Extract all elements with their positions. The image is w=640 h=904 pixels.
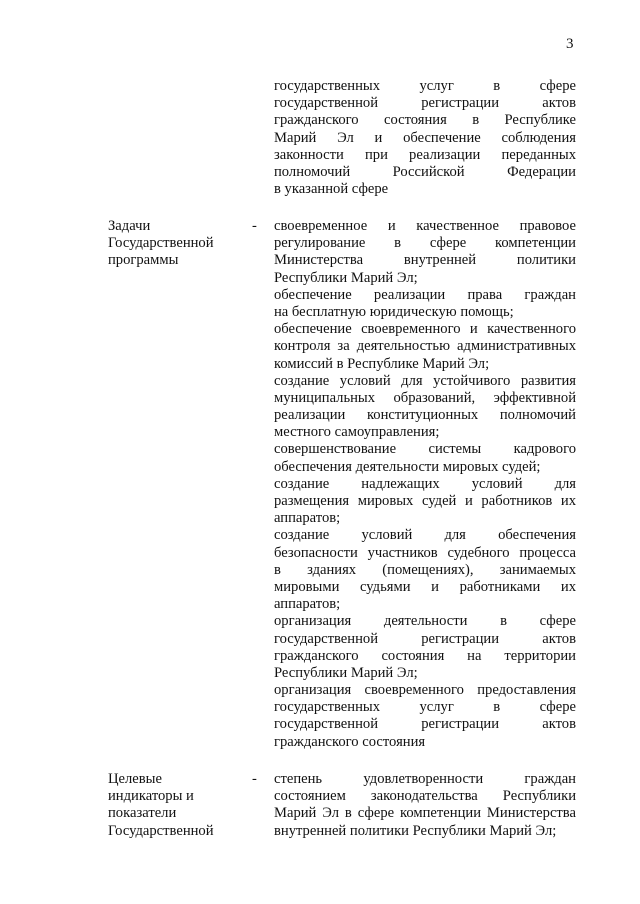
label-line: Задачи bbox=[108, 218, 151, 234]
text-line: Марий Эл в сфере компетенции Министерства bbox=[274, 805, 576, 822]
text-line: на бесплатную юридическую помощь; bbox=[274, 303, 514, 320]
text-line: гражданского состояния bbox=[274, 733, 426, 750]
text-line: гражданского состояния в Республике bbox=[274, 112, 576, 129]
text-line: обеспечения деятельности мировых судей; bbox=[274, 458, 541, 475]
text-line: Республики Марий Эл; bbox=[274, 664, 418, 681]
text-line: обеспечение реализации права граждан bbox=[274, 286, 576, 303]
text-line: в зданиях (помещениях), занимаемых bbox=[274, 561, 576, 578]
text-line: полномочий Российской Федерации bbox=[274, 163, 576, 180]
label-line: Целевые bbox=[108, 771, 162, 787]
page-number: 3 bbox=[566, 36, 574, 52]
text-line: создание условий для обеспечения bbox=[274, 527, 576, 544]
tasks-dash: - bbox=[252, 218, 257, 234]
text-line: совершенствование системы кадрового bbox=[274, 441, 576, 458]
text-line: государственных услуг в сфере bbox=[274, 78, 576, 94]
text-line: размещения мировых судей и работников их bbox=[274, 493, 576, 509]
text-line: Марий Эл и обеспечение соблюдения bbox=[274, 129, 576, 146]
text-line: Министерства внутренней политики bbox=[274, 252, 576, 269]
label-line: индикаторы и bbox=[108, 788, 194, 805]
text-line: государственных услуг в сфере bbox=[274, 699, 576, 716]
indicators-dash: - bbox=[252, 771, 257, 787]
text-line: создание условий для устойчивого развития bbox=[274, 372, 576, 389]
label-line: Государственной bbox=[108, 822, 214, 839]
text-line: организация своевременного предоставления bbox=[274, 682, 576, 699]
text-line: внутренней политики Республики Марий Эл; bbox=[274, 822, 557, 839]
indicators-text bbox=[274, 771, 576, 840]
text-line: государственной регистрации актов bbox=[274, 716, 576, 733]
text-line: в указанной сфере bbox=[274, 181, 389, 198]
text-line: регулирование в сфере компетенции bbox=[274, 235, 576, 252]
text-line: безопасности участников судебного процесса bbox=[274, 544, 576, 561]
text-line: местного самоуправления; bbox=[274, 424, 440, 441]
text-line: законности при реализации переданных bbox=[274, 146, 576, 163]
text-line: Республики Марий Эл; bbox=[274, 269, 418, 286]
text-line: комиссий в Республике Марий Эл; bbox=[274, 355, 490, 372]
text-line: муниципальных образований, эффективной bbox=[274, 389, 576, 406]
tasks-label bbox=[108, 218, 238, 270]
text-line: обеспечение своевременного и качественного bbox=[274, 321, 576, 338]
text-line: степень удовлетворенности граждан bbox=[274, 771, 576, 787]
text-line: контроля за деятельностью административных bbox=[274, 338, 576, 355]
text-line: мировыми судьями и работниками их bbox=[274, 578, 576, 595]
label-line: Государственной bbox=[108, 235, 214, 252]
text-line: аппаратов; bbox=[274, 596, 341, 613]
text-line: своевременное и качественное правовое bbox=[274, 218, 576, 234]
text-line: состоянием законодательства Республики bbox=[274, 788, 576, 805]
tasks-text bbox=[274, 218, 576, 751]
label-line: программы bbox=[108, 252, 179, 269]
text-line: аппаратов; bbox=[274, 510, 341, 527]
text-line: государственной регистрации актов bbox=[274, 630, 576, 647]
text-line: гражданского состояния на территории bbox=[274, 647, 576, 664]
continuation-text bbox=[274, 78, 576, 198]
text-line: организация деятельности в сфере bbox=[274, 613, 576, 630]
text-line: реализации конституционных полномочий bbox=[274, 407, 576, 424]
indicators-label bbox=[108, 771, 238, 840]
text-line: создание надлежащих условий для bbox=[274, 475, 576, 492]
text-line: государственной регистрации актов bbox=[274, 95, 576, 112]
label-line: показатели bbox=[108, 805, 177, 822]
